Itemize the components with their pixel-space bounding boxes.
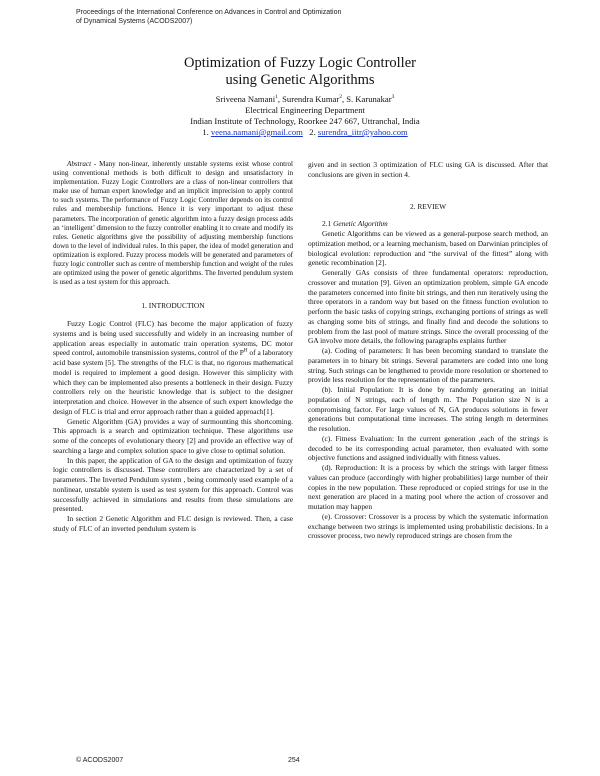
intro-paragraph-2: Genetic Algorithm (GA) provides a way of surmounting this shortcoming. This approach is a search and optimization technique. These algorithms use some of the concepts of evolutionary theory [2] and provide an effective way of searching a large and complex solution space to give close to optimal solution. xyxy=(53,416,293,455)
emails xyxy=(160,127,450,138)
title-line-1: Optimization of Fuzzy Logic Controller xyxy=(184,55,416,71)
intro-paragraph-3: In this paper, the application of GA to the design and optimization of fuzzy logic controllers is discussed. These controllers are characterized by a set of parameters. The Inverted Pendulum system , being commonly used example of a nonlinear, unstable system is used as test system for this approach. Control was successfully achieved in simulations and results from these simulations are presented. xyxy=(53,455,293,514)
author-1: Sriveena Namani xyxy=(215,94,276,104)
footer-copyright: © ACODS2007 xyxy=(76,757,124,764)
abstract xyxy=(53,160,293,287)
right-column xyxy=(308,160,548,541)
title-line-2: using Genetic Algorithms xyxy=(225,72,375,88)
ph-superscript: H xyxy=(243,348,248,354)
intro-p1-part-a: Fuzzy Logic Control (FLC) has become the major application of fuzzy systems and is being used successfully and widely in an increasing number of application areas especially in automatic train operation systems, DC motor speed control, automobile transmission systems, control of the P xyxy=(53,319,293,358)
author-3: S. Karunakar xyxy=(346,94,392,104)
left-column xyxy=(53,160,293,534)
paper-title xyxy=(100,55,500,89)
institution: Indian Institute of Technology, Roorkee 247 667, Uttranchal, India xyxy=(190,116,420,126)
footer-page-number: 254 xyxy=(288,757,300,764)
subsection-title: Genetic Algorithm xyxy=(333,219,388,229)
proceedings-line-1: Proceedings of the International Conference on Advances in Control and Optimization xyxy=(76,9,342,16)
intro-continuation: given and in section 3 optimization of FLC using GA is discussed. After that conclusions are given in section 4. xyxy=(308,160,548,179)
abstract-label: Abstract xyxy=(67,160,92,168)
review-paragraph-6: (d). Reproduction: It is a process by which the strings with larger fitness values can produce (accordingly with higher probabilities) large number of their copies in the new population. These reproduced or copied strings for use in the next generation are placed in a mating pool where the action of crossover and mutation may happen xyxy=(308,463,548,511)
introduction-heading: 1. INTRODUCTION xyxy=(141,301,205,311)
review-paragraph-7: (e). Crossover: Crossover is a process by which the systematic information exchange between two strings is implemented using probabilistic decisions. In a crossover process, two newly reproduced strings are chosen from the xyxy=(308,511,548,541)
intro-p1-part-b: of a laboratory acid base system [5]. The strengths of the FLC is that, no rigorous mathematical model is required to implement a good design. However this simplicity with which they can be implemented also presents a bottleneck in their design. Fuzzy controllers rely on the heuristic knowledge that is subject to the designer interpretation and choice. However in the absence of such expert knowledge the design of FLC is trial and error approach rather than a guided approach[1]. xyxy=(53,348,293,416)
department: Electrical Engineering Department xyxy=(245,105,365,115)
email-2-prefix: 2. xyxy=(309,127,316,137)
email-1-prefix: 1. xyxy=(202,127,209,137)
review-paragraph-3: (a). Coding of parameters: It has been becoming standard to translate the parameters in to binary bit strings. Several parameters are coded into one long string. Such strings can be lengthened to provide more resolution or shortened to provide less resolution for the representation of the parameters. xyxy=(308,346,548,385)
abstract-text: - Many non-linear, inherently unstable systems exist whose control using conventional methods is both difficult to design and unsatisfactory in implementation. Fuzzy Logic Controllers are a class of non-linear controllers that make use of human expert knowledge and an implicit imprecision to apply control to such systems. The performance of Fuzzy Logic Controller depends on its control rules and membership functions. Hence it is very important to adjust these parameters. The incorporation of genetic algorithm into a fuzzy design process adds an ‘intelligent’ dimension to the fuzzy controller enabling it to create and modify its rules. Genetic algorithms give the possibility of adjusting membership functions down to the level of individual rules. In this paper, the idea of model generation and optimization is explored. Fuzzy process models will be generated and parameters of fuzzy logic controller such as centre of membership function and weight of the rules are optimized using the power of genetic algorithms. The Inverted pendulum system is used as a test system for this approach. xyxy=(53,160,293,287)
intro-paragraph-4: In section 2 Genetic Algorithm and FLC design is reviewed. Then, a case study of FLC of an inverted pendulum system is xyxy=(53,514,293,533)
email-link-2[interactable]: surendra_iitr@yahoo.com xyxy=(317,127,408,137)
author-2: Surendra Kumar xyxy=(282,94,340,104)
proceedings-header xyxy=(76,8,396,26)
proceedings-line-2: of Dynamical Systems (ACODS2007) xyxy=(76,18,193,25)
review-paragraph-2: Generally GAs consists of three fundamental operators: reproduction, crossover and mutation [9]. Given an optimization problem, simple GA encode the parameters concerned into finite bit strings, and then run iteratively using the three operators in a random way but based on the fitness function evolution to perform the basic tasks of copying strings, exchanging portions of strings as well as changing some bits of strings, and finally find and decode the solutions to problem from the last pool of mature strings. Since the overall processing of the GA involve more details, the following paragraphs explains further xyxy=(308,268,548,346)
intro-paragraph-1 xyxy=(53,319,293,417)
subsection-number: 2.1 xyxy=(322,219,334,229)
review-paragraph-4: (b). Initial Population: It is done by randomly generating an initial population of N strings, each of length m. The Population size N is a compromising factor. For large values of N, GA produces solutions in fewer generations but computational time increases. The string length m determines the resolution. xyxy=(308,385,548,433)
author-names: Sriveena Namani$^1$, Surendra Kumar$^2$, S. Karunakar$^3$ xyxy=(215,94,395,104)
review-heading: 2. REVIEW xyxy=(409,201,447,211)
author-block xyxy=(160,94,450,138)
subsection-heading xyxy=(308,219,548,229)
review-paragraph-5: (c). Fitness Evaluation: In the current generation ,each of the strings is decoded to be its corresponding actual parameter, then evaluated with some objective functions and assigned individually with fitness values. xyxy=(308,433,548,463)
email-link-1[interactable]: veena.namani@gmail.com xyxy=(210,127,303,137)
review-paragraph-1: Genetic Algorithms can be viewed as a general-purpose search method, an optimization method, or a learning mechanism, based on Darwinian principles of biological evolution: reproduction and “the survival of the fittest” along with genetic recombination [2]. xyxy=(308,229,548,268)
